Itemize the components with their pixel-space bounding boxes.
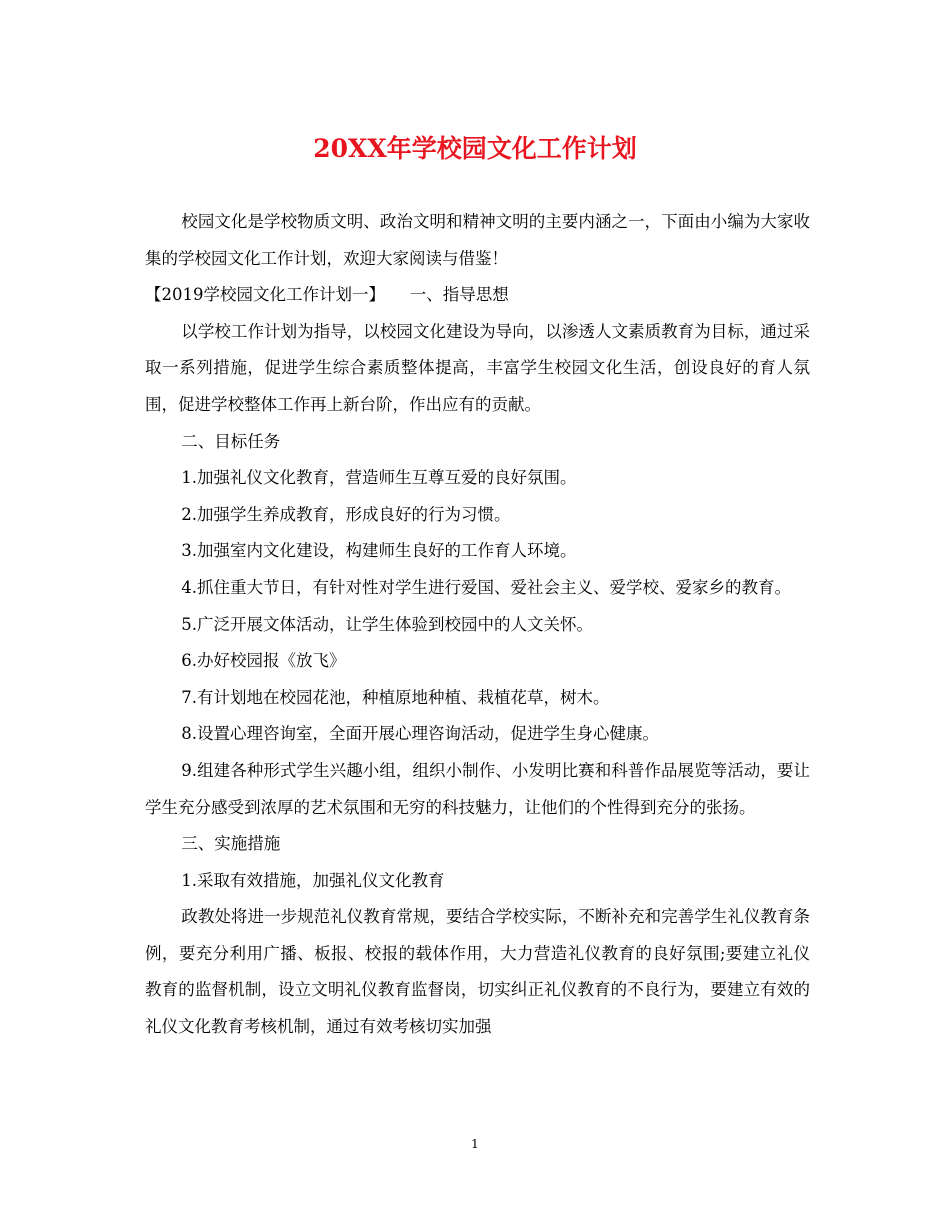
goal-item-6: 6.办好校园报《放飞》 xyxy=(181,651,346,671)
section-heading-goals: 二、目标任务 xyxy=(181,431,281,451)
intro-paragraph: 校园文化是学校物质文明、政治文明和精神文明的主要内涵之一，下面由小编为大家收集的学校园文化工作计划，欢迎大家阅读与借鉴！ xyxy=(145,212,810,268)
section-heading-measures: 三、实施措施 xyxy=(181,834,281,854)
goal-item-3: 3.加强室内文化建设，构建师生良好的工作育人环境。 xyxy=(181,541,577,561)
section-heading-plan-one: 【2019学校园文化工作计划一】 一、指导思想 xyxy=(145,285,509,305)
goal-item-9: 9.组建各种形式学生兴趣小组，组织小制作、小发明比赛和科普作品展览等活动，要让学生充分感受到浓厚的艺术氛围和无穷的科技魅力，让他们的个性得到充分的张扬。 xyxy=(145,760,810,817)
goal-item-8: 8.设置心理咨询室，全面开展心理咨询活动，促进学生身心健康。 xyxy=(181,724,660,744)
measure-paragraph-1: 政教处将进一步规范礼仪教育常规，要结合学校实际，不断补充和完善学生礼仪教育条例，要充分利用广播、板报、校报的载体作用，大力营造礼仪教育的良好氛围;要建立礼仪教育的监督机制，设立文明礼仪教育监督岗，切实纠正礼仪教育的不良行为，要建立有效的礼仪文化教育考核机制，通过有效考核切实加强 xyxy=(145,907,810,1037)
page-number: 1 xyxy=(471,1137,479,1151)
measure-heading-1: 1.采取有效措施，加强礼仪文化教育 xyxy=(181,870,445,890)
goal-item-7: 7.有计划地在校园花池，种植原地种植、栽植花草，树木。 xyxy=(181,687,610,707)
document-body xyxy=(145,204,810,1046)
document-title: 20XX年学校园文化工作计划 xyxy=(313,134,637,163)
goal-item-4: 4.抓住重大节日，有针对性对学生进行爱国、爱社会主义、爱学校、爱家乡的教育。 xyxy=(181,577,792,597)
goal-item-1: 1.加强礼仪文化教育，营造师生互尊互爱的良好氛围。 xyxy=(181,468,577,488)
goal-item-5: 5.广泛开展文体活动，让学生体验到校园中的人文关怀。 xyxy=(181,614,594,634)
guiding-thought-paragraph: 以学校工作计划为指导，以校园文化建设为导向，以渗透人文素质教育为目标，通过采取一系列措施，促进学生综合素质整体提高，丰富学生校园文化生活，创设良好的育人氛围，促进学校整体工作再上新台阶，作出应有的贡献。 xyxy=(145,321,810,414)
goal-item-2: 2.加强学生养成教育，形成良好的行为习惯。 xyxy=(181,504,511,524)
